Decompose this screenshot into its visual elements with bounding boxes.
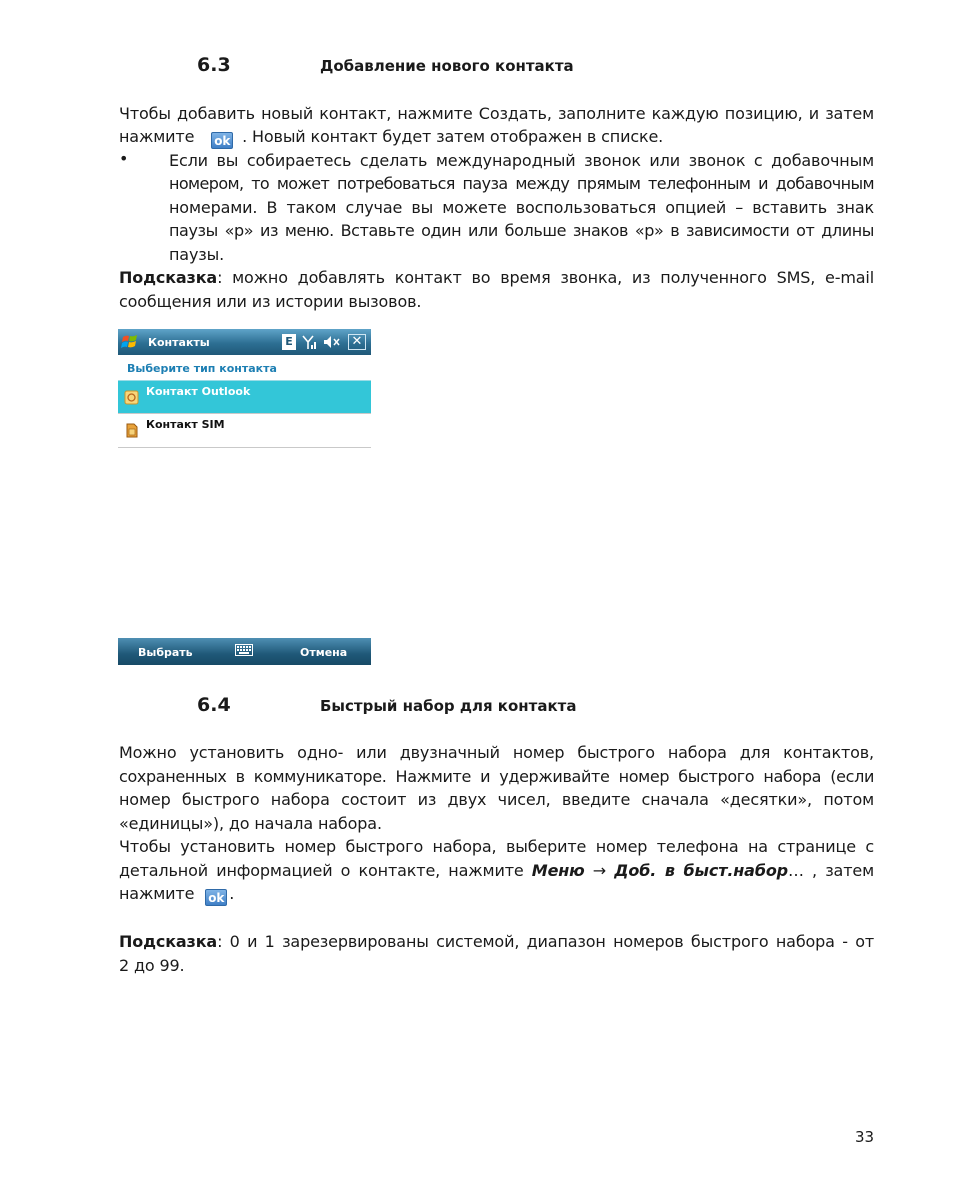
list-item-label: Контакт SIM (146, 418, 225, 431)
volume-icon (322, 334, 342, 350)
paragraph-text: нажмите (119, 884, 195, 903)
paragraph-line: номер быстрого набора состоит из двух чисел, введите сначала «десятки», потом (119, 790, 874, 809)
edge-status-icon: E (282, 334, 296, 350)
keyboard-icon[interactable] (235, 644, 253, 656)
bullet-line: паузы. (169, 245, 225, 264)
list-item-label: Контакт Outlook (146, 385, 251, 398)
signal-icon (302, 334, 318, 350)
paragraph-text: нажмите (119, 127, 195, 146)
paragraph-line: Чтобы добавить новый контакт, нажмите Создать, заполните каждую позицию, и затем (119, 104, 874, 123)
bullet-line: Если вы собираетесь сделать международный звонок или звонок с добавочным (169, 151, 874, 170)
tip-text: : можно добавлять контакт во время звонка, из полученного SMS, e-mail (217, 268, 874, 287)
menu-reference: Меню (531, 861, 585, 880)
paragraph-line (119, 882, 874, 906)
cancel-softkey[interactable]: Отмена (300, 646, 348, 659)
outlook-contact-icon (124, 390, 139, 405)
menu-item-reference: Доб. в быст.набор (614, 861, 788, 880)
tip-line (119, 266, 874, 290)
paragraph-line: Чтобы установить номер быстрого набора, выберите номер телефона на странице с (119, 837, 874, 856)
tip-label: Подсказка (119, 932, 218, 951)
list-item-sim-contact[interactable] (118, 414, 371, 448)
phone-title-bar (118, 329, 371, 355)
paragraph-text: детальной информацией о контакте, нажмите (119, 861, 532, 880)
section-title-6-3: Добавление нового контакта (320, 57, 574, 75)
phone-subtitle: Выберите тип контакта (127, 362, 277, 375)
tip-line: сообщения или из истории вызовов. (119, 292, 422, 311)
ok-icon: ok (211, 132, 233, 149)
bullet-icon: • (119, 149, 129, 168)
section-number-6-4: 6.4 (197, 694, 231, 716)
paragraph-text: . Новый контакт будет затем отображен в списке. (242, 127, 664, 146)
paragraph-line (119, 859, 874, 883)
paragraph-text: … , затем (787, 861, 874, 880)
paragraph-text: . (229, 884, 235, 903)
bullet-line: паузы «р» из меню. Вставьте один или больше знаков «р» в зависимости от длины (169, 221, 874, 240)
phone-title: Контакты (148, 336, 210, 349)
bullet-line: номерами. В таком случае вы можете воспользоваться опцией – вставить знак (169, 198, 874, 217)
page-number: 33 (855, 1128, 875, 1146)
paragraph-line (119, 125, 874, 149)
sim-card-icon (124, 423, 139, 438)
select-softkey[interactable]: Выбрать (138, 646, 193, 659)
phone-softkey-bar (118, 638, 371, 665)
section-number-6-3: 6.3 (197, 54, 231, 76)
tip-label: Подсказка (119, 268, 218, 287)
tip-line (119, 930, 874, 954)
tip-line: 2 до 99. (119, 956, 185, 975)
phone-screenshot (118, 329, 371, 665)
list-item-outlook-contact[interactable] (118, 380, 371, 414)
section-title-6-4: Быстрый набор для контакта (320, 697, 577, 715)
paragraph-line: сохраненных в коммуникаторе. Нажмите и удерживайте номер быстрого набора (если (119, 767, 874, 786)
ok-icon: ok (205, 889, 227, 906)
tip-text: : 0 и 1 зарезервированы системой, диапазон номеров быстрого набора - от (217, 932, 874, 951)
paragraph-line: Можно установить одно- или двузначный номер быстрого набора для контактов, (119, 743, 874, 762)
paragraph-line: «единицы»), до начала набора. (119, 814, 382, 833)
arrow-glyph: → (584, 861, 615, 880)
bullet-line: номером, то может потребоваться пауза между прямым телефонным и добавочным (169, 174, 874, 193)
close-icon[interactable]: ✕ (348, 334, 366, 350)
windows-start-icon[interactable] (121, 333, 139, 351)
